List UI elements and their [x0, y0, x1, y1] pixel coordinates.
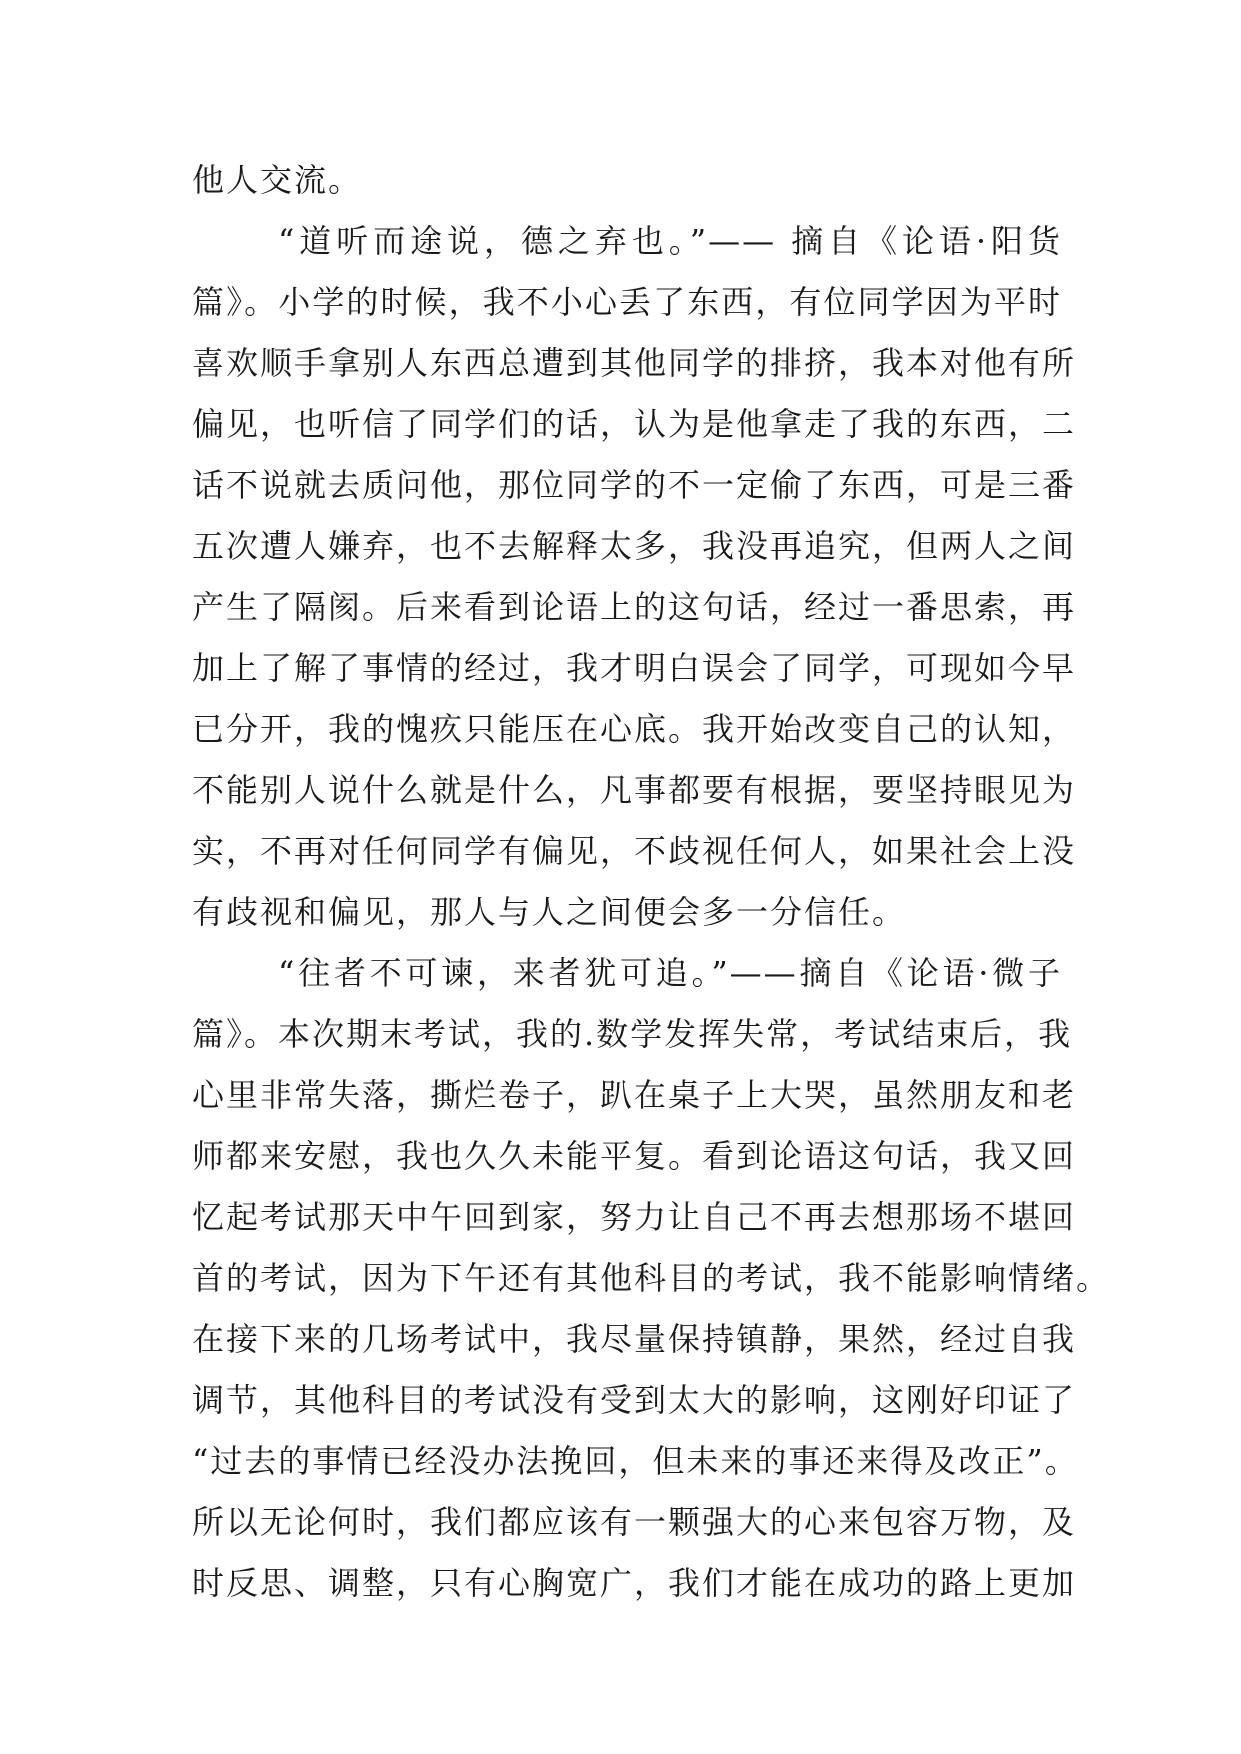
text-line: 在接下来的几场考试中，我尽量保持镇静，果然，经过自我	[192, 1320, 1077, 1358]
text-line: 加上了解了事情的经过，我才明白误会了同学，可现如今早	[192, 649, 1077, 687]
text-line: 有歧视和偏见，那人与人之间便会多一分信任。	[192, 893, 907, 931]
text-line: 五次遭人嫌弃，也不去解释太多，我没再追究，但两人之间	[192, 527, 1077, 565]
paragraph-start-line: “往者不可谏，来者犹可追。”——摘自《论语·微子	[278, 954, 1062, 992]
text-line: 已分开，我的愧疚只能压在心底。我开始改变自己的认知，	[192, 710, 1077, 748]
text-line: 调节，其他科目的考试没有受到太大的影响，这刚好印证了	[192, 1381, 1077, 1419]
text-line: 实，不再对任何同学有偏见，不歧视任何人，如果社会上没	[192, 832, 1077, 870]
body-text	[192, 150, 1111, 1614]
text-line: 篇》。本次期末考试，我的.数学发挥失常，考试结束后，我	[192, 1015, 1073, 1053]
text-line: 喜欢顺手拿别人东西总遭到其他同学的排挤，我本对他有所	[192, 344, 1077, 382]
text-line: “过去的事情已经没办法挽回，但未来的事还来得及改正”。	[192, 1442, 1079, 1480]
text-line: 他人交流。	[192, 161, 363, 199]
text-line: 首的考试，因为下午还有其他科目的考试，我不能影响情绪。	[192, 1259, 1111, 1297]
text-line: 所以无论何时，我们都应该有一颗强大的心来包容万物，及	[192, 1503, 1077, 1541]
text-line: 话不说就去质问他，那位同学的不一定偷了东西，可是三番	[192, 466, 1077, 504]
text-line: 师都来安慰，我也久久未能平复。看到论语这句话，我又回	[192, 1137, 1077, 1175]
text-line: 忆起考试那天中午回到家，努力让自己不再去想那场不堪回	[192, 1198, 1077, 1236]
text-line: 时反思、调整，只有心胸宽广，我们才能在成功的路上更加	[192, 1564, 1077, 1602]
text-line: 偏见，也听信了同学们的话，认为是他拿走了我的东西，二	[192, 405, 1077, 443]
text-line: 产生了隔阂。后来看到论语上的这句话，经过一番思索，再	[192, 588, 1077, 626]
text-line: 心里非常失落，撕烂卷子，趴在桌子上大哭，虽然朋友和老	[192, 1076, 1077, 1114]
text-line: 篇》。小学的时候，我不小心丢了东西，有位同学因为平时	[192, 283, 1062, 321]
text-line: 不能别人说什么就是什么，凡事都要有根据，要坚持眼见为	[192, 771, 1077, 809]
paragraph-start-line: “道听而途说，德之弃也。”—— 摘自《论语·阳货	[278, 222, 1062, 260]
